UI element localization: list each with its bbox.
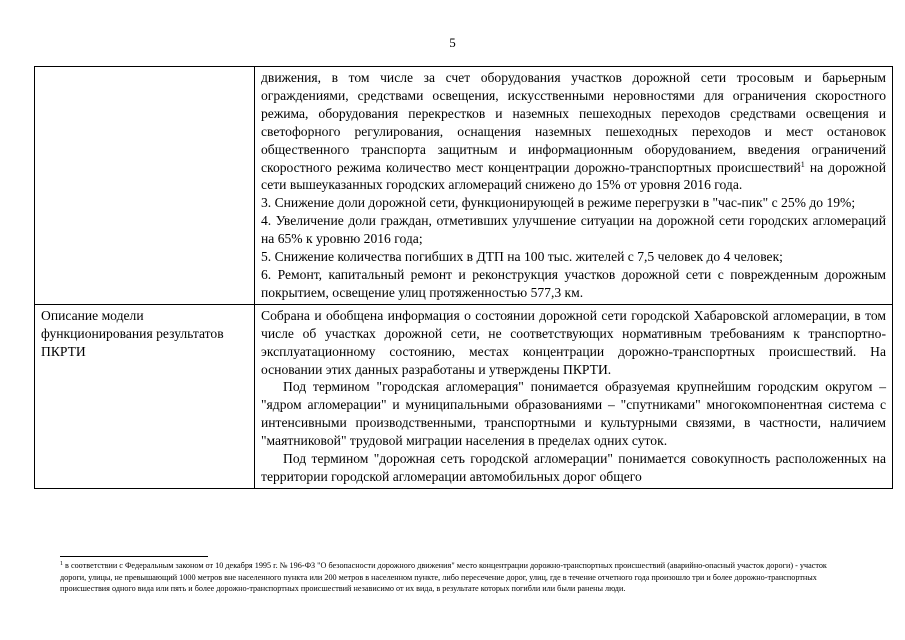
row2-content-cell xyxy=(255,304,893,488)
page-number: 5 xyxy=(449,35,456,50)
document-table xyxy=(34,66,893,489)
row2-label-cell: Описание модели функционирования результатов ПКРТИ xyxy=(35,304,255,488)
paragraph xyxy=(261,69,886,194)
row1-label-cell xyxy=(35,67,255,305)
paragraph-text: движения, в том числе за счет оборудования участков дорожной сети тросовым и барьерным ограждениями, средствами освещения, искусственными неровностями для ограничения скоростного режима, оборудования перекрестков и наземных пешеходных переходов средствами освещения и светофорного регулирования, оснащения наземных пешеходных переходов и мест остановок общественного транспорта защитным и информационным оборудованием, введения ограничений скоростного режима количество мест концентрации дорожно-транспортных происшествий xyxy=(261,70,886,175)
table-row xyxy=(35,304,893,488)
paragraph: 5. Снижение количества погибших в ДТП на 100 тыс. жителей с 7,5 человек до 4 человек; xyxy=(261,249,783,265)
paragraph: Под термином "городская агломерация" понимается образуемая крупнейшим городским округом – "ядром агломерации" и муниципальными образованиями – "спутниками" многокомпонентная система с интенсивными производственными, транспортными и культурными связями, в частности, наличием "маятниковой" трудовой миграции населения в пределах одних суток. xyxy=(261,379,886,449)
table-row xyxy=(35,67,893,305)
footnote-text: в соответствии с Федеральным законом от 10 декабря 1995 г. № 196-ФЗ "О безопасности дорожного движения" место концентрации дорожно-транспортных происшествий (аварийно-опасный участок дороги) - участок дороги, улицы, не превышающий 1000 метров вне населенного пункта или 200 метров в населенном пункте, либо пересечение дорог, улиц, где в течение отчетного года произошло три и более дорожно-транспортных происшествия одного вида или пять и более дорожно-транспортных происшествий независимо от их вида, в результате которых погибли или были ранены люди. xyxy=(60,561,827,593)
paragraph-text: на дорожной сети вышеуказанных городских агломераций снижено до 15% от уровня 2016 года. xyxy=(261,159,887,193)
paragraph: 3. Снижение доли дорожной сети, функционирующей в режиме перегрузки в "час-пик" с 25% до 19%; xyxy=(261,195,856,211)
paragraph: Собрана и обобщена информация о состоянии дорожной сети городской Хабаровской агломерации, в том числе об участках дорожной сети, не соответствующих нормативным требованиям к транспортно-эксплуатационному состоянию, местах концентрации дорожно-транспортных происшествий. На основании этих данных разработаны и утверждены ПКРТИ. xyxy=(261,307,886,377)
footnote-marker: 1 xyxy=(60,561,63,567)
paragraph: 4. Увеличение доли граждан, отметивших улучшение ситуации на дорожной сети городских агломераций на 65% к уровню 2016 года; xyxy=(261,213,886,247)
row1-content-cell xyxy=(255,67,893,305)
footnote-reference: 1 xyxy=(800,159,805,169)
paragraph: 6. Ремонт, капитальный ремонт и реконструкция участков дорожной сети с поврежденным дорожным покрытием, освещение улиц протяженностью 577,3 км. xyxy=(261,266,886,300)
footnote-separator xyxy=(60,556,208,557)
footnote xyxy=(60,560,830,595)
paragraph: Под термином "дорожная сеть городской агломерации" понимается совокупность расположенных на территории городской агломерации автомобильных дорог общего xyxy=(261,451,886,484)
